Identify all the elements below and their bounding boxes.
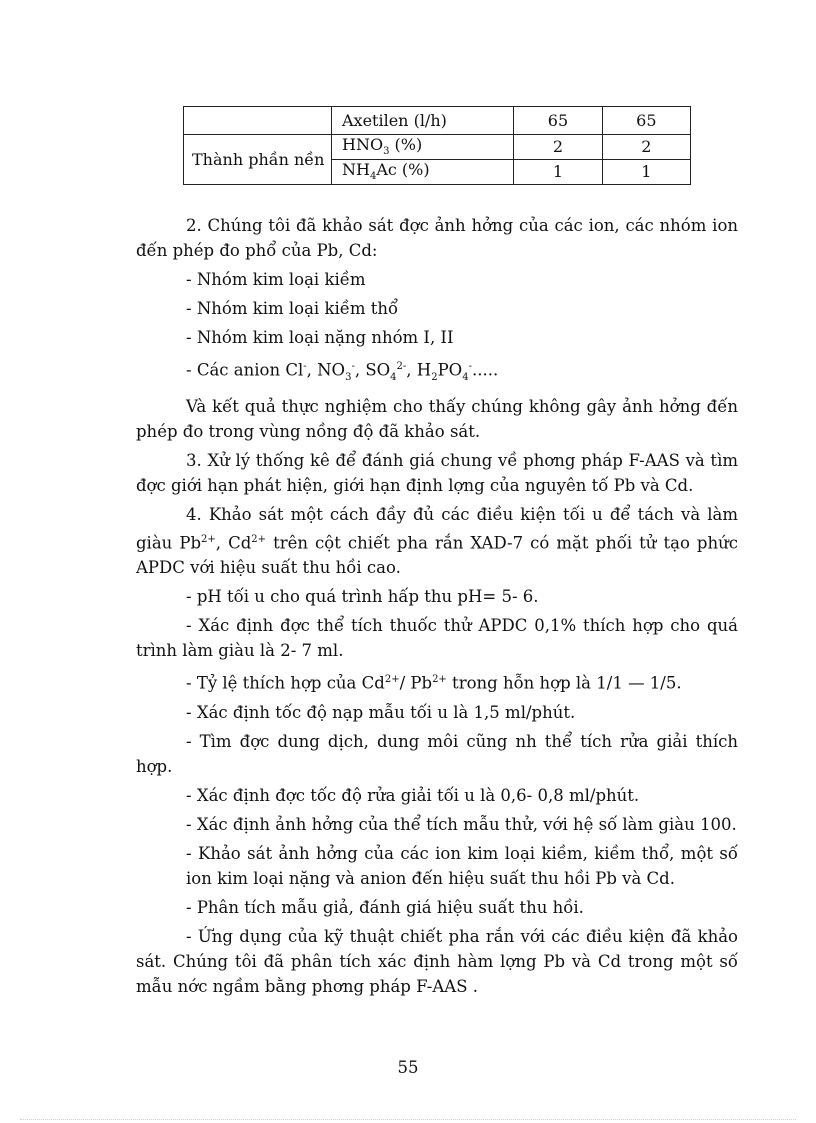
list-item: - Tìm đợc dung dịch, dung môi cũng nh thể tích rửa giải thích hợp. (136, 731, 738, 776)
list-item-ratio: - Tỷ lệ thích hợp của $Cd^{2+}/$ $Pb^{2+}$ trong hỗn hợp là 1/1 — 1/5. (186, 673, 682, 693)
table-cell-param: Axetilen (l/h) (332, 107, 514, 135)
footer-divider (20, 1119, 796, 1120)
table-row (184, 107, 691, 135)
list-item: - Ứng dụng của kỹ thuật chiết pha rắn với các điều kiện đã khảo sát. Chúng tôi đã phân tích xác định hàm lợng Pb và Cd trong một số mẫu nớc ngầm bằng phơng pháp F-AAS . (136, 926, 738, 996)
paragraph-result: Và kết quả thực nghiệm cho thấy chúng không gây ảnh hởng đến phép đo trong vùng nồng độ đã khảo sát. (136, 396, 738, 441)
table-row (184, 135, 691, 160)
table-cell-value: 2 (514, 135, 602, 160)
list-item: - Xác định đợc tốc độ rửa giải tối u là 0,6- 0,8 ml/phút. (186, 785, 640, 805)
paragraph-3: 3. Xử lý thống kê để đánh giá chung về phơng pháp F-AAS và tìm đợc giới hạn phát hiện, giới hạn định lợng của nguyên tố Pb và Cd. (136, 450, 738, 495)
table-cell-value: 2 (602, 135, 690, 160)
list-item: - Xác định tốc độ nạp mẫu tối u là 1,5 ml/phút. (186, 702, 576, 722)
list-item: - Khảo sát ảnh hởng của các ion kim loại kiềm, kiềm thổ, một số ion kim loại nặng và anion đến hiệu suất thu hồi Pb và Cd. (186, 843, 738, 888)
body-text (136, 213, 738, 1003)
table-cell-group: Thành phần nền (184, 135, 332, 185)
paragraph-2: 2. Chúng tôi đã khảo sát đợc ảnh hởng của các ion, các nhóm ion đến phép đo phổ của Pb, Cd: (136, 216, 738, 260)
list-item: - Xác định ảnh hởng của thể tích mẫu thử, với hệ số làm giàu 100. (186, 814, 737, 834)
table-cell-value: 1 (602, 160, 690, 185)
list-item: - pH tối u cho quá trình hấp thu pH= 5- 6. (186, 587, 539, 607)
paragraph-4: 4. Khảo sát một cách đầy đủ các điều kiện tối u để tách và làm giàu $Pb^{2+}$, $Cd^{2+}$ trên cột chiết pha rắn XAD-7 có mặt phối tử tạo phức APDC với hiệu suất thu hồi cao. (136, 504, 738, 578)
parameter-table (183, 106, 691, 185)
page-number: 55 (397, 1058, 419, 1077)
table-cell-value: 1 (514, 160, 602, 185)
table-cell-param: $HNO_3$ (%) (332, 135, 514, 160)
list-item: - Nhóm kim loại kiềm thổ (186, 299, 399, 318)
table-cell-value: 65 (514, 107, 602, 135)
table-cell-value: 65 (602, 107, 690, 135)
list-item: - Xác định đợc thể tích thuốc thử APDC 0,1% thích hợp cho quá trình làm giàu là 2- 7 ml. (136, 616, 738, 661)
list-item-anions: - Các anion Cl-, $NO_3^-$, $SO_4^{2-}$, $H_2PO_4^-$..... (186, 360, 499, 383)
list-item: - Phân tích mẫu giả, đánh giá hiệu suất thu hồi. (186, 897, 584, 917)
list-item: - Nhóm kim loại kiềm (186, 270, 366, 289)
table-cell-empty (184, 107, 332, 135)
table-cell-param: $NH_4Ac$ (%) (332, 160, 514, 185)
list-item: - Nhóm kim loại nặng nhóm I, II (186, 328, 454, 347)
